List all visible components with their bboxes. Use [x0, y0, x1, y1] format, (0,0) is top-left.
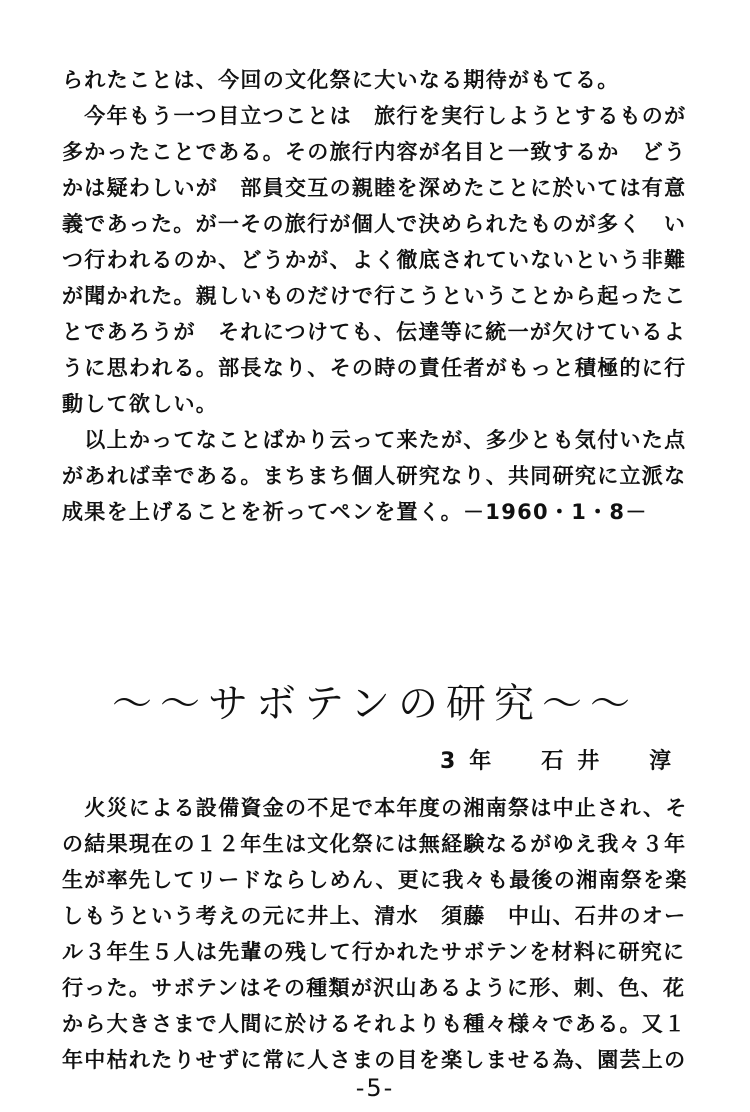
paragraph-cactus-intro: 火災による設備資金の不足で本年度の湘南祭は中止され、その結果現在の１２年生は文化祭には無経験なるがゆえ我々３年生が率先してリードならしめん、更に我々も最後の湘南祭を楽しもうという考えの元に井上、清水 須藤 中山、石井のオール３年生５人は先輩の残して行かれたサボテンを材料に研究に行った。サボテンはその種類が沢山あるように形、刺、色、花から大きさまで人間に於けるそれよりも種々様々である。又１年中枯れたりせずに常に人さまの目を楽しませる為、園芸上の: [62, 796, 688, 1072]
article-byline: 3年 石井 淳: [440, 749, 686, 774]
article-title: 〜〜サボテンの研究〜〜: [112, 681, 638, 727]
paragraph-travel: 今年もう一つ目立つことは 旅行を実行しようとするものが多かったことである。その旅行内容が名目と一致するか どうかは疑わしいが 部員交互の親睦を深めたことに於いては有意義であった。が一その旅行が個人で決められたものが多く いつ行われるのか、どうかが、よく徹底されていないという非難が聞かれた。親しいものだけで行こうということから起ったことであろうが それにつけても、伝達等に統一が欠けているように思われる。部長なり、その時の責任者がもっと積極的に行動して欲しい。: [62, 104, 687, 416]
paragraph-closing-line: られたことは、今回の文化祭に大いなる期待がもてる。: [62, 68, 620, 92]
paragraph-conclusion: 以上かってなことばかり云って来たが、多少とも気付いた点があれば幸である。まちまち個人研究なり、共同研究に立派な成果を上げることを祈ってペンを置く。－1960・1・8－: [62, 428, 687, 524]
page-number: -5-: [355, 1074, 395, 1102]
